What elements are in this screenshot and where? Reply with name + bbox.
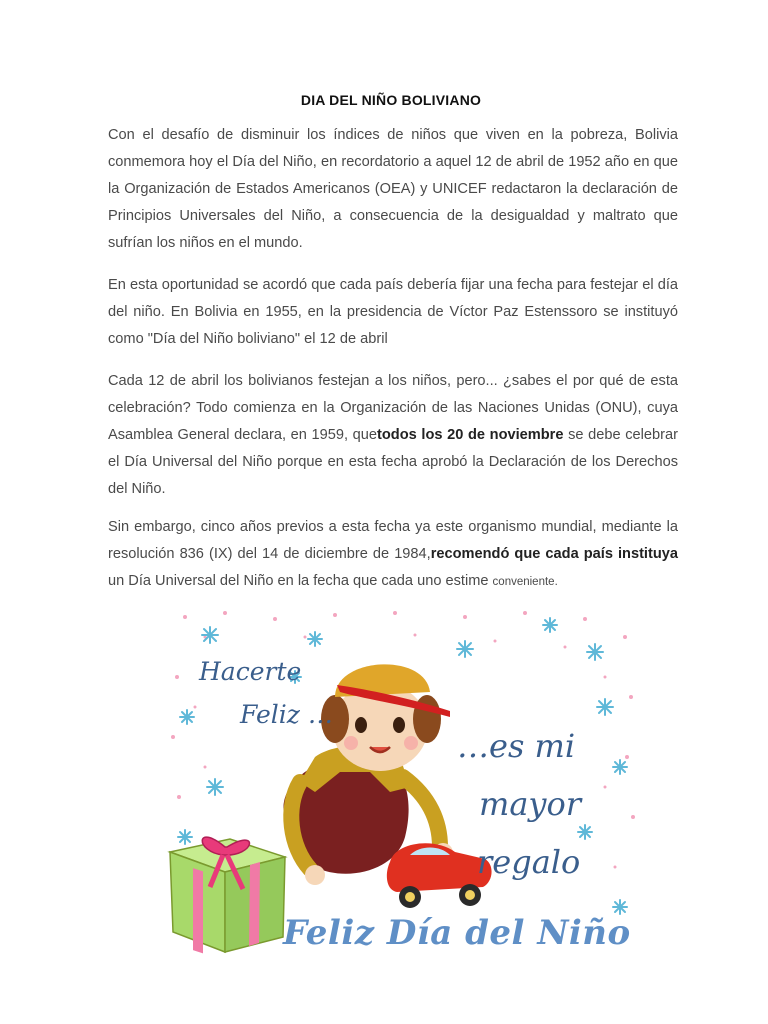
- card-text-es-mi: …es mi: [457, 727, 576, 765]
- paragraph-4-text-a: Sin embargo, cinco años previos a esta fecha ya este organismo mundial, mediante la resolución 836 (IX) del 14 de diciembre de 1984,: [108, 519, 678, 562]
- paragraph-4-text-b: un Día Universal del Niño en la fecha que cada uno estime: [108, 573, 493, 589]
- paragraph-3-text-b: se debe celebrar el Día Universal del Niño porque en esta fecha aprobó la Declaración de los Derechos del Niño.: [108, 427, 678, 497]
- paragraph-3: [108, 368, 678, 503]
- card-text-mayor: mayor: [479, 785, 582, 823]
- card-footer-title: Feliz Día del Niño: [283, 913, 631, 953]
- paragraph-3-text-a: Cada 12 de abril los bolivianos festejan a los niños, pero... ¿sabes el por qué de esta celebración? Todo comienza en la Organización de las Naciones Unidas (ONU), cuya Asamblea General declara, en 1959, que: [108, 373, 678, 443]
- paragraph-2: En esta oportunidad se acordó que cada país debería fijar una fecha para festejar el día del niño. En Bolivia en 1955, en la presidencia de Víctor Paz Estenssoro se instituyó como "Día del Niño boliviano" el 12 de abril: [108, 277, 678, 347]
- card-text-regalo: regalo: [477, 843, 581, 881]
- paragraph-4-small: conveniente.: [492, 576, 558, 588]
- paragraph-4: [108, 514, 678, 596]
- paragraph-3-bold: todos los 20 de noviembre: [377, 427, 564, 443]
- card-text-feliz: Feliz …: [240, 700, 333, 729]
- toy-car-icon: [387, 843, 492, 908]
- paragraph-4-bold: recomendó que cada país instituya: [430, 546, 678, 562]
- paragraph-1: Con el desafío de disminuir los índices de niños que viven en la pobreza, Bolivia conmemora hoy el Día del Niño, en recordatorio a aquel 12 de abril de 1952 año en que la Organización de Estados Americanos (OEA) y UNICEF redactaron la declaración de Principios Universales del Niño, a consecuencia de la desigualdad y maltrato que sufrían los niños en el mundo.: [108, 127, 678, 251]
- gift-box-icon: [170, 837, 285, 953]
- card-text-hacerte: Hacerte: [199, 657, 302, 686]
- greeting-card-image: [165, 607, 640, 957]
- document-title: DIA DEL NIÑO BOLIVIANO: [300, 92, 482, 108]
